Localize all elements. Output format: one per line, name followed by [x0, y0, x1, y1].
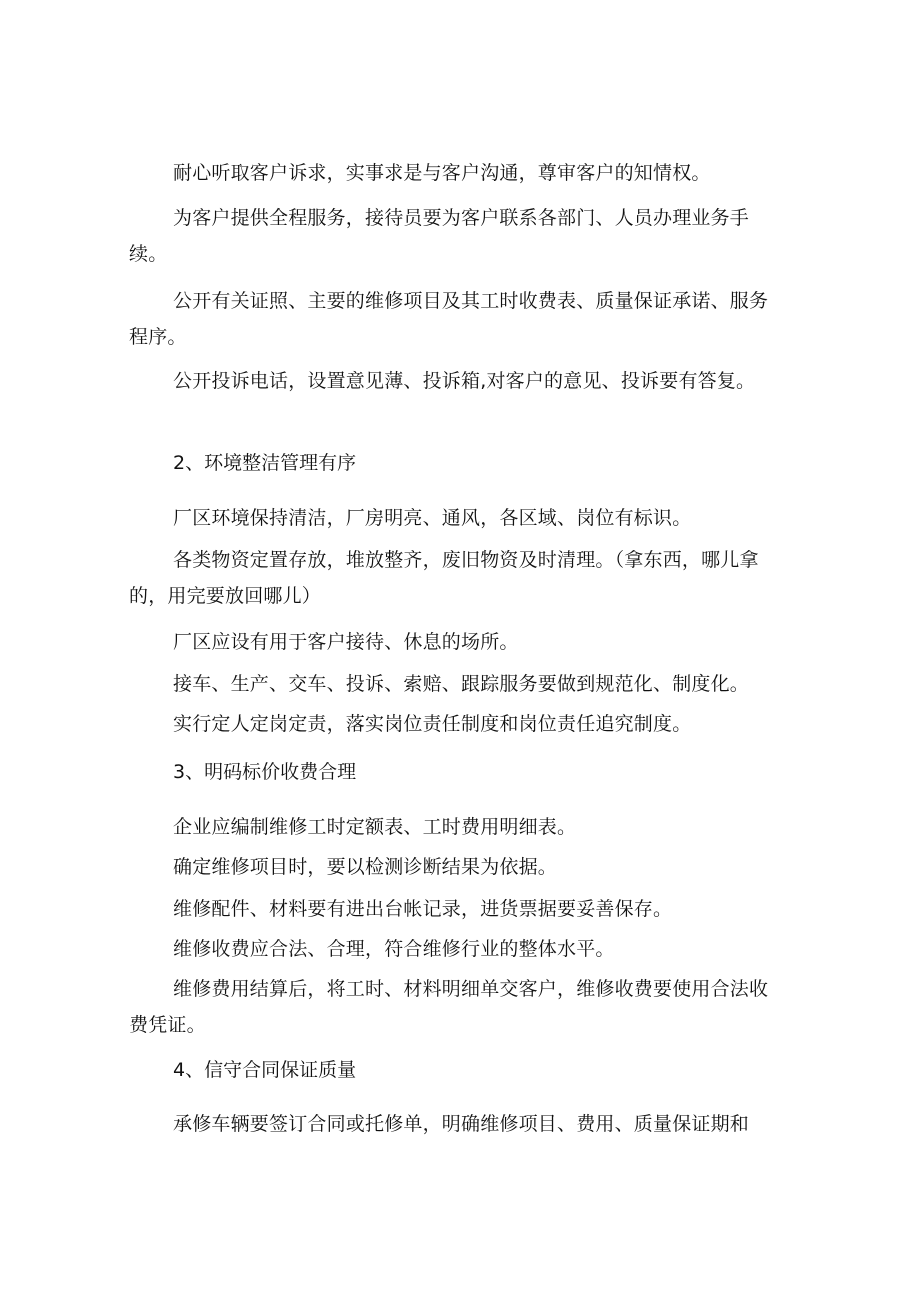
paragraph: 公开投诉电话，设置意见薄、投诉箱,对客户的意见、投诉要有答复。 — [173, 370, 756, 392]
section-heading: 4、信守合同保证质量 — [173, 1059, 357, 1081]
paragraph: 承修车辆要签订合同或托修单，明确维修项目、费用、质量保证期和 — [173, 1113, 750, 1135]
paragraph: 公开有关证照、主要的维修项目及其工时收费表、质量保证承诺、服务程序。 — [129, 290, 769, 348]
paragraph: 各类物资定置存放，堆放整齐，废旧物资及时清理。（拿东西，哪儿拿的，用完要放回哪儿） — [129, 549, 759, 607]
section-heading: 3、明码标价收费合理 — [173, 761, 357, 783]
paragraph: 厂区环境保持清洁，厂房明亮、通风，各区域、岗位有标识。 — [173, 507, 692, 529]
paragraph: 为客户提供全程服务，接待员要为客户联系各部门、人员办理业务手续。 — [129, 207, 750, 265]
paragraph: 耐心听取客户诉求，实事求是与客户沟通，尊审客户的知情权。 — [173, 162, 711, 184]
paragraph: 厂区应设有用于客户接待、休息的场所。 — [173, 631, 519, 653]
paragraph: 维修费用结算后，将工时、材料明细单交客户，维修收费要使用合法收费凭证。 — [129, 978, 769, 1036]
section-heading: 2、环境整洁管理有序 — [173, 452, 357, 474]
paragraph: 维修配件、材料要有进出台帐记录，进货票据要妥善保存。 — [173, 898, 673, 920]
paragraph: 实行定人定岗定责，落实岗位责任制度和岗位责任追究制度。 — [173, 713, 692, 735]
paragraph: 确定维修项目时，要以检测诊断结果为依据。 — [173, 856, 558, 878]
paragraph: 接车、生产、交车、投诉、索赔、跟踪服务要做到规范化、制度化。 — [173, 673, 750, 695]
paragraph: 维修收费应合法、合理，符合维修行业的整体水平。 — [173, 938, 615, 960]
paragraph: 企业应编制维修工时定额表、工时费用明细表。 — [173, 816, 577, 838]
